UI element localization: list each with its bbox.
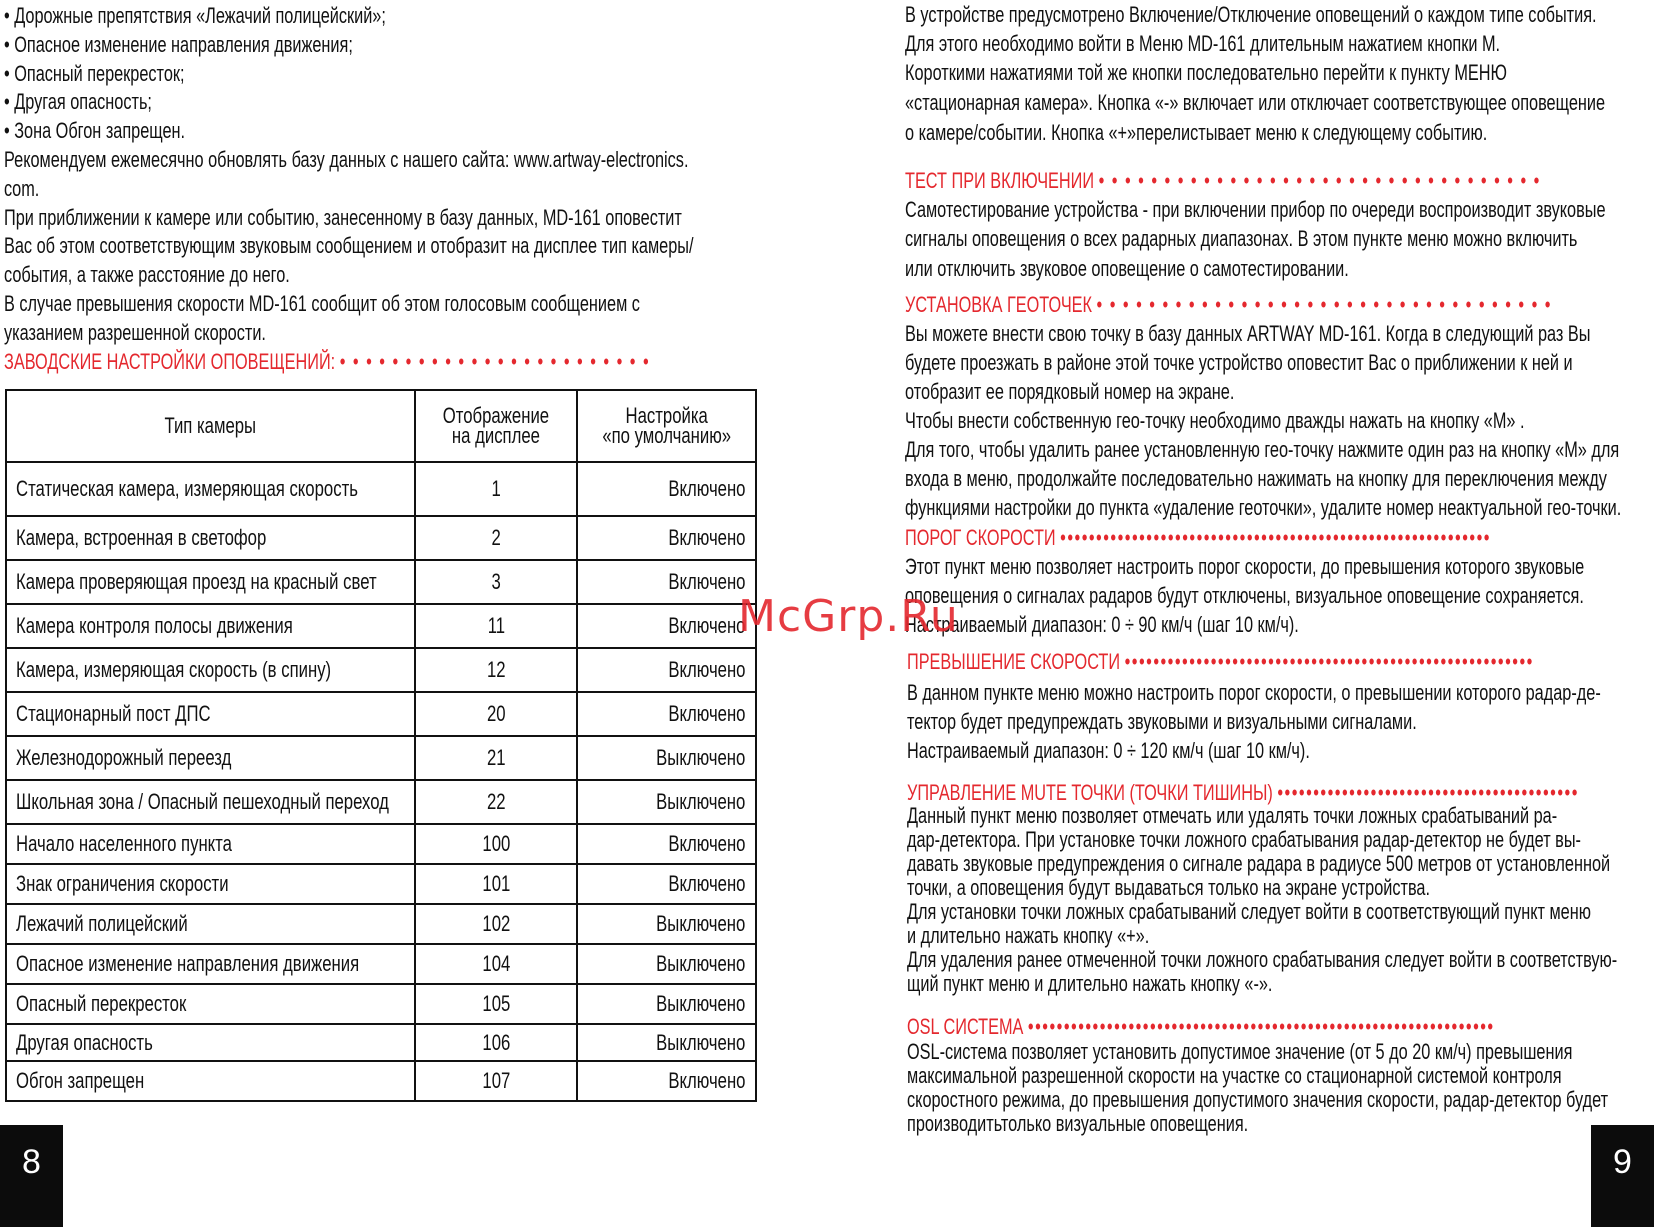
section-line: Самотестирование устройства - при включении прибор по очереди воспроизводит звуковые xyxy=(905,197,1606,222)
section-line: Настраиваемый диапазон: 0 ÷ 90 км/ч (шаг 10 км/ч). xyxy=(905,612,1299,637)
cell-default-setting: Включено xyxy=(577,824,756,864)
cell-display-code: 3 xyxy=(415,560,577,604)
cell-camera-type: Опасное изменение направления движения xyxy=(6,944,415,984)
table-row xyxy=(6,462,756,516)
cell-camera-type: Другая опасность xyxy=(6,1024,415,1061)
right-page xyxy=(905,0,1662,1227)
section-line: щий пункт меню и длительно нажать кнопку «-». xyxy=(907,971,1273,996)
table-row xyxy=(6,648,756,692)
cell-default-setting: Включено xyxy=(577,560,756,604)
cell-default-setting: Выключено xyxy=(577,904,756,944)
bullet-item: • Дорожные препятствия «Лежачий полицейский»; xyxy=(4,3,386,28)
cell-default-setting: Включено xyxy=(577,604,756,648)
section-line: дар-детектора. При установке точки ложного срабатывания радар-детектор не будет вы- xyxy=(907,827,1581,852)
cell-default-setting: Включено xyxy=(577,1061,756,1101)
section-title-factory-settings: ЗАВОДСКИЕ НАСТРОЙКИ ОПОВЕЩЕНИЙ: • • • • • • • • • • • • • • • • • • • • • • • • xyxy=(4,349,651,374)
section-line: Данный пункт меню позволяет отмечать или удалять точки ложных срабатываний ра- xyxy=(907,803,1558,828)
table-row xyxy=(6,1061,756,1101)
cell-camera-type: Камера, встроенная в светофор xyxy=(6,516,415,560)
cell-display-code: 100 xyxy=(415,824,577,864)
cell-default-setting: Включено xyxy=(577,864,756,904)
section-line: давать звуковые предупреждения о сигнале радара в радиусе 500 метров от установленной xyxy=(907,851,1611,876)
cell-display-code: 22 xyxy=(415,780,577,824)
cell-default-setting: Выключено xyxy=(577,944,756,984)
section-line: максимальной разрешенной скорости на участке со стационарной системой контроля xyxy=(907,1063,1562,1088)
page-number: 9 xyxy=(1591,1125,1654,1227)
section-line: будете проезжать в районе этой точке устройство оповестит Вас о приближении к ней и xyxy=(905,350,1573,375)
cell-camera-type: Стационарный пост ДПС xyxy=(6,692,415,736)
table-row xyxy=(6,604,756,648)
section-line: входа в меню, продолжайте последовательно нажимать на кнопку для переключения между xyxy=(905,466,1607,491)
table-row xyxy=(6,824,756,864)
table-row xyxy=(6,984,756,1024)
section-line: и длительно нажать кнопку «+». xyxy=(907,923,1150,948)
section-title-geopoints: УСТАНОВКА ГЕОТОЧЕК • • • • • • • • • • • • • • • • • • • • • • • • • • • • • • • • • • • xyxy=(905,292,1552,317)
bullet-item: • Опасное изменение направления движения; xyxy=(4,32,353,57)
cell-display-code: 11 xyxy=(415,604,577,648)
cell-display-code: 106 xyxy=(415,1024,577,1061)
paragraph-line: В случае превышения скорости MD-161 сообщит об этом голосовым сообщением с xyxy=(4,291,640,316)
section-title-self-test: ТЕСТ ПРИ ВКЛЮЧЕНИИ • • • • • • • • • • • • • • • • • • • • • • • • • • • • • • • • • • xyxy=(905,168,1541,193)
section-title-speed-threshold: ПОРОГ СКОРОСТИ •••••••••••••••••••••••••••••••••••••••••••••••••••••••••••• xyxy=(905,525,1491,550)
section-line: скоростного режима, до превышения допустимого значения скорости, радар-детектор будет xyxy=(907,1087,1609,1112)
cell-default-setting: Выключено xyxy=(577,780,756,824)
column-header-display: Отображение на дисплее xyxy=(415,390,577,462)
section-title-osl-system: OSL СИСТЕМА ••••••••••••••••••••••••••••••••••••••••••••••••••••••••••••••••• xyxy=(907,1014,1495,1039)
cell-default-setting: Включено xyxy=(577,516,756,560)
section-line: Чтобы внести собственную гео-точку необходимо дважды нажать на кнопку «М» . xyxy=(905,408,1525,433)
section-line: Настраиваемый диапазон: 0 ÷ 120 км/ч (шаг 10 км/ч). xyxy=(907,738,1310,763)
cell-camera-type: Начало населенного пункта xyxy=(6,824,415,864)
section-line: Для того, чтобы удалить ранее установленную гео-точку нажмите один раз на кнопку «М» для xyxy=(905,437,1620,462)
cell-display-code: 101 xyxy=(415,864,577,904)
section-line: Вы можете внести свою точку в базу данных ARTWAY MD-161. Когда в следующий раз Вы xyxy=(905,321,1591,346)
table-row xyxy=(6,1024,756,1061)
table-header-row xyxy=(6,390,756,462)
table-row xyxy=(6,944,756,984)
section-line: Этот пункт меню позволяет настроить порог скорости, до превышения которого звуковые xyxy=(905,554,1585,579)
table-row xyxy=(6,780,756,824)
paragraph-line: При приближении к камере или событию, занесенному в базу данных, MD-161 оповестит xyxy=(4,205,682,230)
section-line: оповещения о сигналах радаров будут отключены, визуальное оповещение сохраняется. xyxy=(905,583,1584,608)
intro-line: «стационарная камера». Кнопка «-» включает или отключает соответствующее оповещение xyxy=(905,90,1606,115)
bullet-item: • Другая опасность; xyxy=(4,89,152,114)
table-row xyxy=(6,692,756,736)
section-line: тектор будет предупреждать звуковыми и визуальными сигналами. xyxy=(907,709,1417,734)
cell-display-code: 1 xyxy=(415,462,577,516)
paragraph-line: указанием разрешенной скорости. xyxy=(4,320,266,345)
cell-display-code: 2 xyxy=(415,516,577,560)
table-row xyxy=(6,904,756,944)
bullet-item: • Зона Обгон запрещен. xyxy=(4,118,186,143)
cell-default-setting: Выключено xyxy=(577,984,756,1024)
cell-display-code: 21 xyxy=(415,736,577,780)
cell-camera-type: Статическая камера, измеряющая скорость xyxy=(6,462,415,516)
section-line: сигналы оповещения о всех радарных диапазонах. В этом пункте меню можно включить xyxy=(905,226,1578,251)
cell-camera-type: Железнодорожный переезд xyxy=(6,736,415,780)
intro-line: Для этого необходимо войти в Меню MD-161 длительным нажатием кнопки M. xyxy=(905,31,1501,56)
section-line: функциями настройки до пункта «удаление геоточки», удалите номер неактуальной гео-точки. xyxy=(905,495,1622,520)
cell-camera-type: Камера, измеряющая скорость (в спину) xyxy=(6,648,415,692)
cell-display-code: 107 xyxy=(415,1061,577,1101)
table-row xyxy=(6,560,756,604)
section-line: производитьтолько визуальные оповещения. xyxy=(907,1111,1249,1136)
cell-display-code: 104 xyxy=(415,944,577,984)
paragraph-line: Вас об этом соответствующим звуковым сообщением и отобразит на дисплее тип камеры/ xyxy=(4,233,694,258)
table-row xyxy=(6,736,756,780)
section-line: или отключить звуковое оповещение о самотестировании. xyxy=(905,256,1349,281)
cell-camera-type: Камера контроля полосы движения xyxy=(6,604,415,648)
column-header-camera-type: Тип камеры xyxy=(6,390,415,462)
cell-camera-type: Лежачий полицейский xyxy=(6,904,415,944)
paragraph-line: com. xyxy=(4,176,40,201)
cell-default-setting: Включено xyxy=(577,462,756,516)
section-line: Для установки точки ложных срабатываний следует войти в соответствующий пункт меню xyxy=(907,899,1591,924)
cell-default-setting: Выключено xyxy=(577,1024,756,1061)
cell-default-setting: Включено xyxy=(577,692,756,736)
cell-camera-type: Камера проверяющая проезд на красный свет xyxy=(6,560,415,604)
paragraph-line: события, а также расстояние до него. xyxy=(4,262,290,287)
cell-default-setting: Включено xyxy=(577,648,756,692)
section-line: В данном пункте меню можно настроить порог скорости, о превышении которого радар-де- xyxy=(907,680,1601,705)
cell-camera-type: Обгон запрещен xyxy=(6,1061,415,1101)
watermark: McGrp.Ru xyxy=(738,591,959,642)
cell-default-setting: Выключено xyxy=(577,736,756,780)
section-line: отобразит ее порядковый номер на экране. xyxy=(905,379,1235,404)
section-line: Для удаления ранее отмеченной точки ложного срабатывания следует войти в соответствую- xyxy=(907,947,1618,972)
page-number: 8 xyxy=(0,1125,63,1227)
cell-camera-type: Школьная зона / Опасный пешеходный переход xyxy=(6,780,415,824)
cell-camera-type: Знак ограничения скорости xyxy=(6,864,415,904)
factory-settings-table xyxy=(5,389,757,1102)
cell-display-code: 20 xyxy=(415,692,577,736)
section-line: OSL-система позволяет установить допустимое значение (от 5 до 20 км/ч) превышения xyxy=(907,1039,1573,1064)
section-title-mute-points: УПРАВЛЕНИЕ MUTE ТОЧКИ (ТОЧКИ ТИШИНЫ) •••••••••••••••••••••••••••••••••••••••••• xyxy=(907,780,1579,805)
cell-camera-type: Опасный перекресток xyxy=(6,984,415,1024)
intro-line: В устройстве предусмотрено Включение/Отключение оповещений о каждом типе события. xyxy=(905,2,1597,27)
paragraph-line: Рекомендуем ежемесячно обновлять базу данных с нашего сайта: www.artway-electronics. xyxy=(4,147,689,172)
table-row xyxy=(6,516,756,560)
column-header-default: Настройка «по умолчанию» xyxy=(577,390,756,462)
intro-line: Короткими нажатиями той же кнопки последовательно перейти к пункту МЕНЮ xyxy=(905,60,1507,85)
left-page xyxy=(0,0,760,1227)
intro-line: о камере/событии. Кнопка «+»перелистывает меню к следующему событию. xyxy=(905,120,1488,145)
bullet-item: • Опасный перекресток; xyxy=(4,61,185,86)
section-title-overspeed: ПРЕВЫШЕНИЕ СКОРОСТИ ••••••••••••••••••••••••••••••••••••••••••••••••••••••••• xyxy=(907,649,1534,674)
cell-display-code: 102 xyxy=(415,904,577,944)
cell-display-code: 105 xyxy=(415,984,577,1024)
table-row xyxy=(6,864,756,904)
cell-display-code: 12 xyxy=(415,648,577,692)
section-line: точки, а оповещения будут выдаваться только на экране устройства. xyxy=(907,875,1430,900)
